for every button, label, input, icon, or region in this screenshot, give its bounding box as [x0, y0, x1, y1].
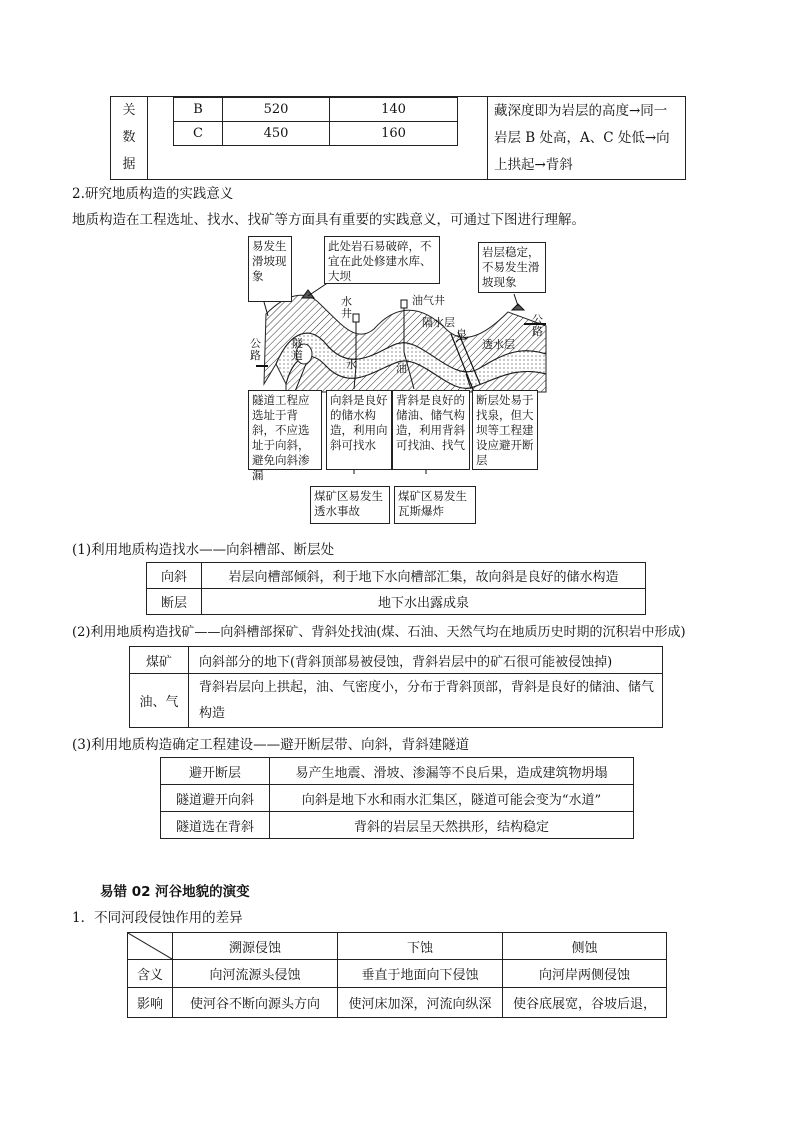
callout-tunnel: 隧道工程应选址于背斜，不应选址于向斜，避免向斜渗漏 [248, 390, 322, 470]
label-water: 水 [346, 358, 357, 371]
item-3-title: (3)利用地质构造确定工程建设——避开断层带、向斜，背斜建隧道 [72, 737, 470, 753]
table-row [130, 674, 663, 728]
table-cell: 避开断层 [161, 758, 270, 785]
table-cell: 垂直于地面向下侵蚀 [338, 960, 503, 988]
right-line: 岩层 B 处高，A、C 处低→向 [494, 130, 670, 146]
table-cell: 使谷底展宽，谷坡后退， [503, 988, 667, 1018]
table-row [174, 122, 458, 146]
table-header: 侧蚀 [503, 933, 667, 960]
top-table-left-col [111, 97, 148, 179]
right-line: 上拱起→背斜 [494, 157, 573, 173]
table-row [174, 98, 458, 122]
table-cell: 易产生地震、滑坡、渗漏等不良后果，造成建筑物坍塌 [270, 758, 634, 785]
item-2-title: (2)利用地质构造找矿——向斜槽部探矿、背斜处找油(煤、石油、天然气均在地质历史时期的沉积岩中形成) [72, 625, 686, 640]
table-cell: 隧道选在背斜 [161, 812, 270, 839]
table-row [161, 812, 634, 839]
callout-landslide: 易发生滑坡现象 [248, 236, 292, 302]
table-cell: 地下水出露成泉 [202, 589, 646, 615]
callout-coal-gas: 煤矿区易发生瓦斯爆炸 [394, 486, 476, 524]
callout-stable: 岩层稳定，不易发生滑坡现象 [478, 242, 546, 293]
table-cell: 520 [223, 98, 330, 122]
label-water-well: 水井 [341, 295, 352, 320]
top-table [110, 96, 686, 180]
callout-syncline: 向斜是良好的储水构造，利用向斜可找水 [326, 390, 392, 470]
table-cell: B [174, 98, 223, 122]
table-cell: 使河谷不断向源头方向 [173, 988, 338, 1018]
table-erosion [127, 932, 667, 1018]
table-cell: 向河流源头侵蚀 [173, 960, 338, 988]
label-aquifer: 透水层 [482, 338, 515, 351]
section-intro: 地质构造在工程选址、找水、找矿等方面具有重要的实践意义，可通过下图进行理解。 [72, 212, 585, 228]
table-cell: 影响 [128, 988, 173, 1018]
table-row [161, 785, 634, 812]
table-cell: 450 [223, 122, 330, 146]
table-cell: 向斜 [147, 563, 202, 589]
table-cell: 背斜的岩层呈天然拱形，结构稳定 [270, 812, 634, 839]
table-cell: 断层 [147, 589, 202, 615]
table-row [161, 758, 634, 785]
error-section-title: 易错 02 河谷地貌的演变 [100, 884, 250, 900]
table-cell: 向斜是地下水和雨水汇集区，隧道可能会变为“水道” [270, 785, 634, 812]
table-header: 下蚀 [338, 933, 503, 960]
callout-anticline: 背斜是良好的储油、储气构造，利用背斜可找油、找气 [392, 390, 470, 470]
table-find-water [146, 562, 646, 615]
callout-fault: 断层处易于找泉，但大坝等工程建设应避开断层 [472, 390, 538, 470]
table-row [130, 647, 663, 674]
table-row [128, 988, 667, 1018]
table-row [147, 563, 646, 589]
table-cell: C [174, 122, 223, 146]
table-cell: 向斜部分的地下(背斜顶部易被侵蚀，背斜岩层中的矿石很可能被侵蚀掉) [189, 647, 663, 674]
callout-broken-rock: 此处岩石易破碎，不宜在此处修建水库、大坝 [324, 236, 440, 284]
label-oil-gas-well: 油气井 [412, 294, 445, 307]
table-engineering [160, 757, 634, 839]
label-road-left: 公路 [250, 337, 261, 362]
table-cell: 油、气 [130, 674, 189, 728]
label-tunnel: 隧道 [292, 337, 303, 362]
table-cell: 背斜岩层向上拱起，油、气密度小，分布于背斜顶部，背斜是良好的储油、储气构造 [189, 674, 663, 728]
table-cell: 160 [330, 122, 458, 146]
top-left-char: 关 [122, 103, 136, 118]
label-road-right: 公路 [532, 313, 543, 338]
table-find-minerals [129, 646, 663, 728]
top-table-right-col [487, 97, 686, 179]
geology-diagram [246, 234, 552, 526]
label-aquiclude: 隔水层 [422, 316, 455, 329]
callout-coal-flood: 煤矿区易发生透水事故 [310, 486, 390, 524]
table-cell: 使河床加深，河流向纵深 [338, 988, 503, 1018]
diagonal-header-cell [128, 933, 173, 960]
label-oil: 油 [396, 362, 407, 375]
table-cell: 140 [330, 98, 458, 122]
label-spring: 泉 [456, 328, 467, 341]
table-cell: 向河岸两侧侵蚀 [503, 960, 667, 988]
table-cell: 岩层向槽部倾斜，利于地下水向槽部汇集，故向斜是良好的储水构造 [202, 563, 646, 589]
right-line: 藏深度即为岩层的高度→同一 [494, 103, 668, 119]
table-cell: 含义 [128, 960, 173, 988]
top-inner-table [173, 97, 458, 146]
table-row [128, 933, 667, 960]
subsection-title: 1．不同河段侵蚀作用的差异 [72, 910, 243, 926]
section-title: 2.研究地质构造的实践意义 [72, 186, 234, 202]
table-header: 溯源侵蚀 [173, 933, 338, 960]
table-row [147, 589, 646, 615]
table-row [128, 960, 667, 988]
item-1-title: (1)利用地质构造找水——向斜槽部、断层处 [72, 542, 335, 558]
top-left-char: 数 [122, 130, 136, 145]
dam-mark [302, 290, 314, 298]
table-cell: 煤矿 [130, 647, 189, 674]
table-cell: 隧道避开向斜 [161, 785, 270, 812]
top-left-char: 据 [122, 157, 136, 172]
